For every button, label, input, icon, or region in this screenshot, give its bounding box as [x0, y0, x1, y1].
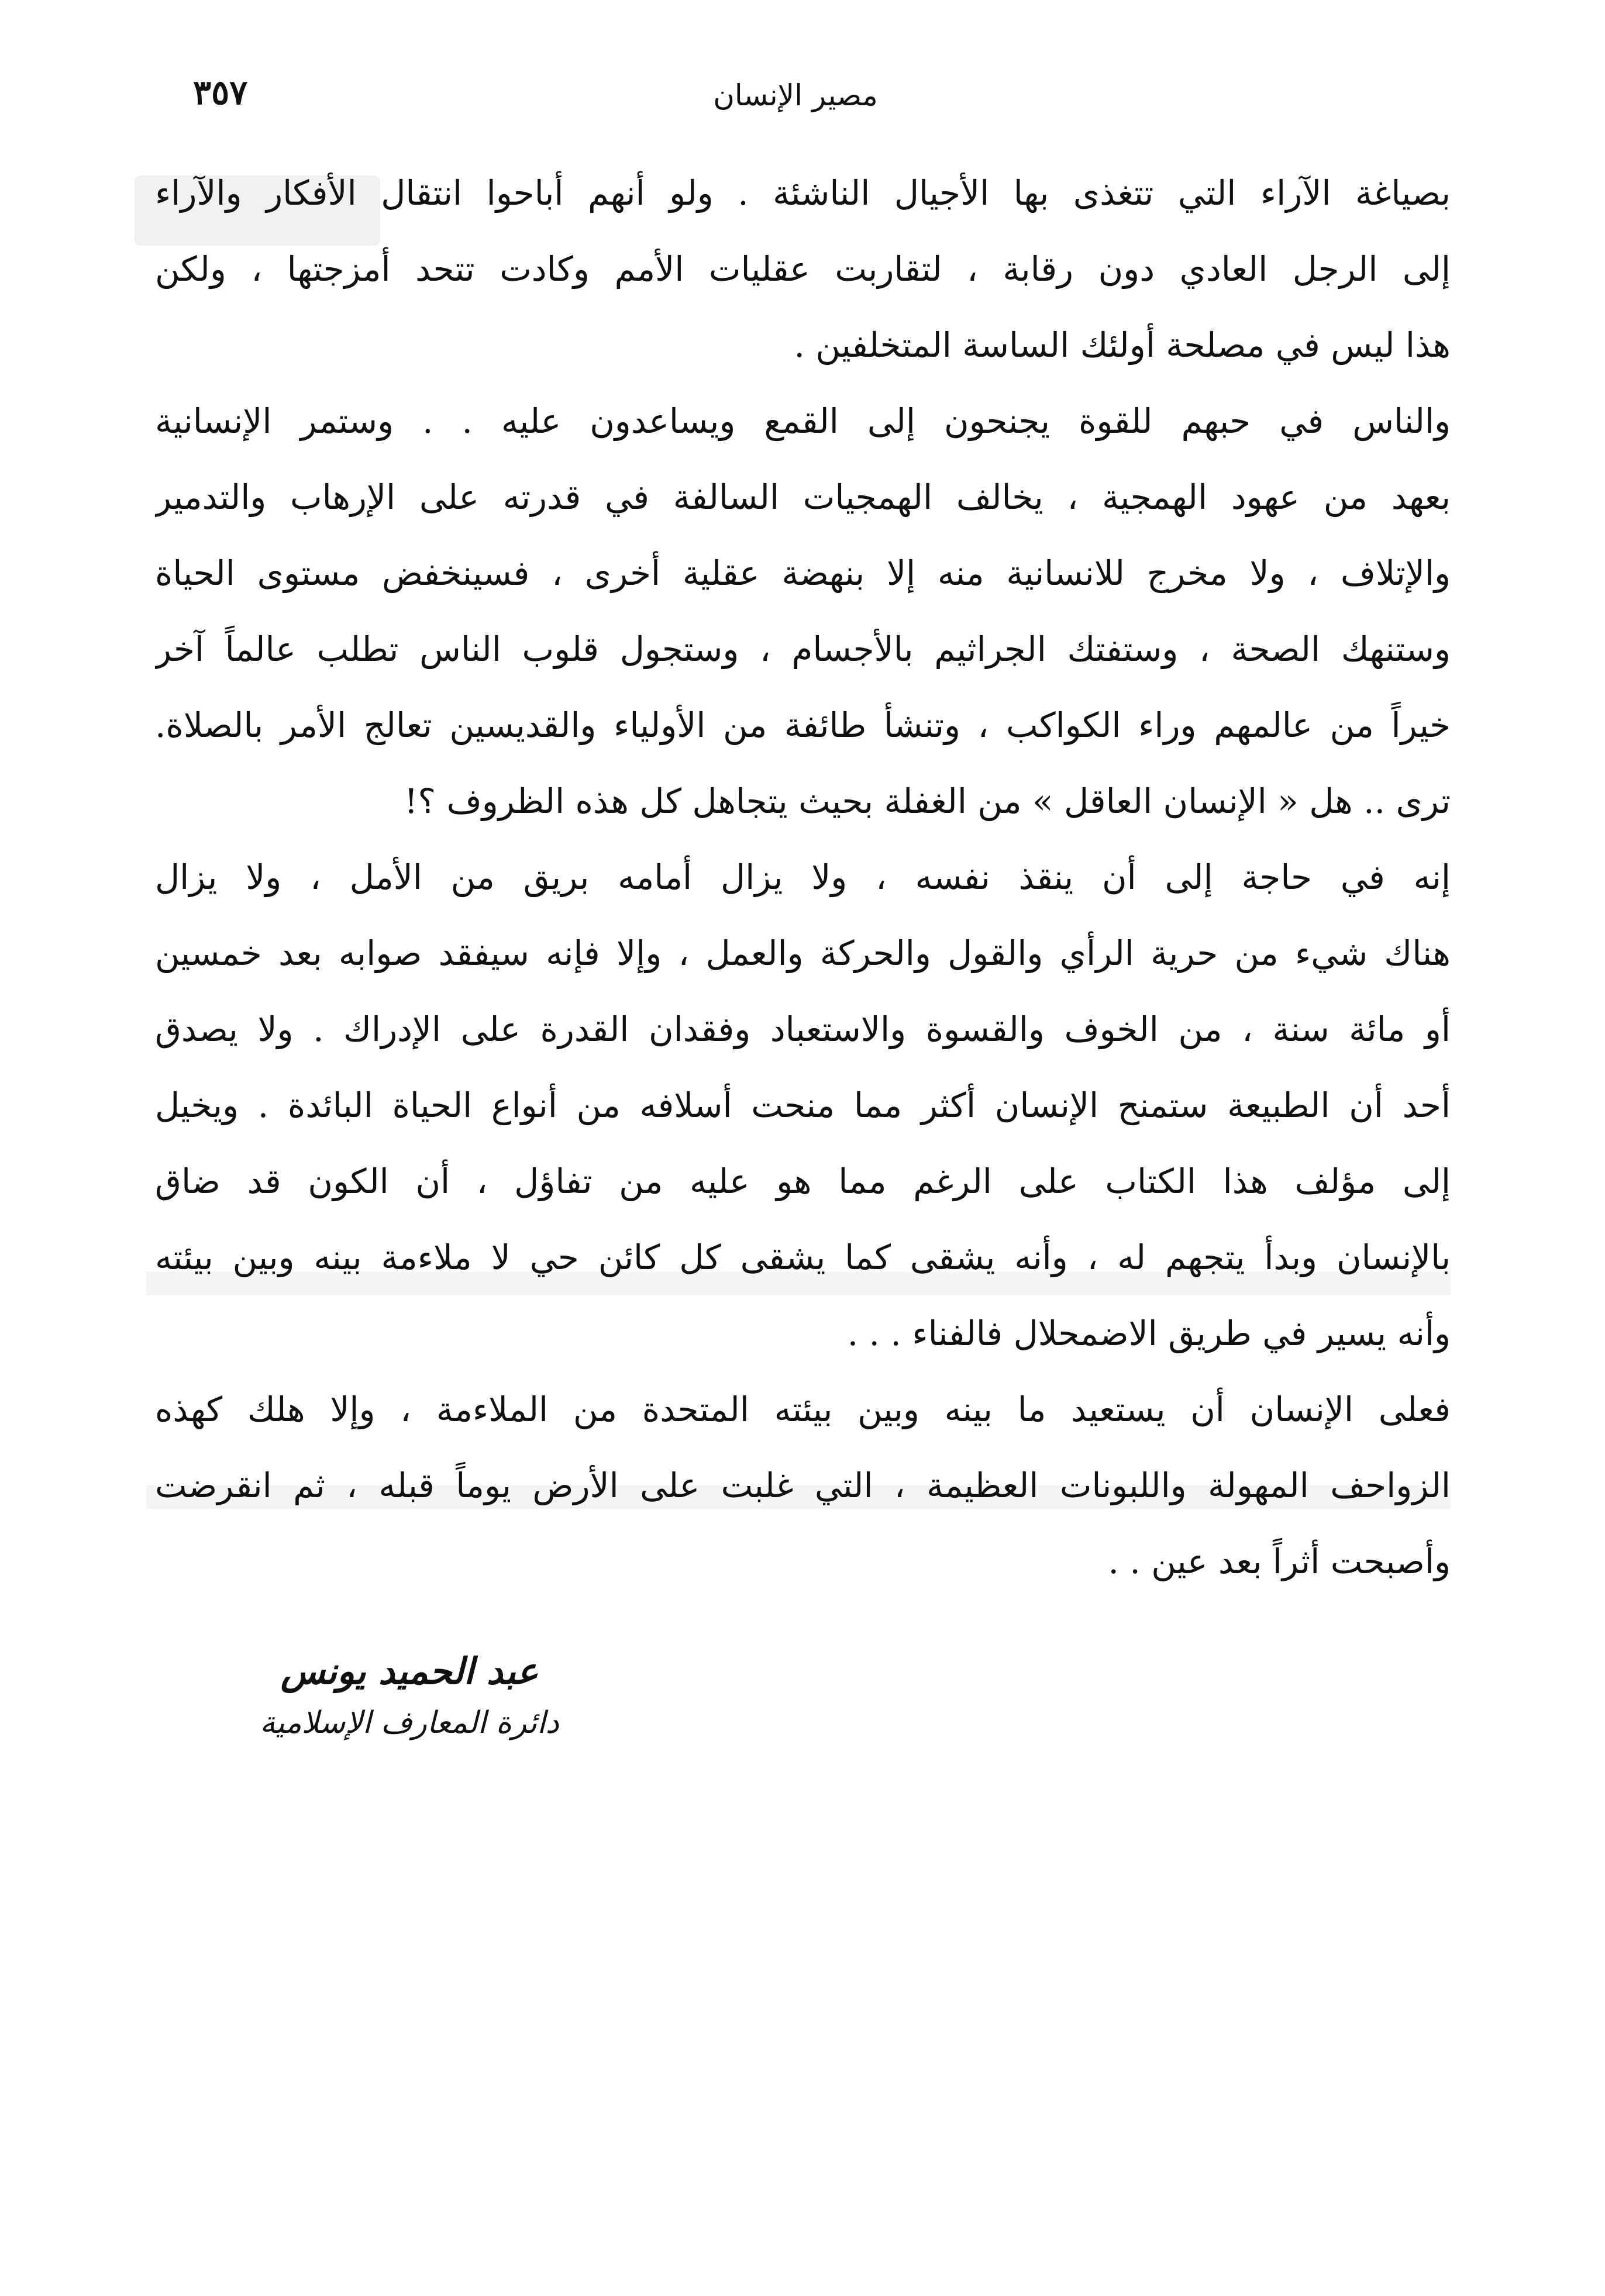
text-line: هناك شيء من حرية الرأي والقول والحركة والعمل ، وإلا فإنه سيفقد صوابه بعد خمسين: [155, 933, 1451, 973]
page-number: ٣٥٧: [193, 73, 248, 112]
text-line: هذا ليس في مصلحة أولئك الساسة المتخلفين .: [794, 325, 1451, 365]
author-name: عبد الحميد يونس: [280, 1650, 539, 1692]
text-line: ترى .. هل « الإنسان العاقل » من الغفلة بحيث يتجاهل كل هذه الظروف ؟!: [404, 781, 1451, 821]
text-line: فعلى الإنسان أن يستعيد ما بينه وبين بيئته المتحدة من الملاءمة ، وإلا هلك كهذه: [155, 1390, 1451, 1429]
text-line: إلى الرجل العادي دون رقابة ، لتقاربت عقليات الأمم وكادت تتحد أمزجتها ، ولكن: [155, 249, 1451, 289]
text-line: بعهد من عهود الهمجية ، يخالف الهمجيات السالفة في قدرته على الإرهاب والتدمير: [155, 477, 1451, 517]
text-line: والناس في حبهم للقوة يجنحون إلى القمع ويساعدون عليه . . وستمر الإنسانية: [155, 401, 1451, 441]
text-line: وأصبحت أثراً بعد عين . .: [1108, 1542, 1451, 1581]
author-affiliation: دائرة المعارف الإسلامية: [260, 1705, 559, 1740]
running-title: مصير الإنسان: [713, 78, 878, 112]
text-line: بصياغة الآراء التي تتغذى بها الأجيال الناشئة . ولو أنهم أباحوا انتقال الأفكار والآراء: [155, 173, 1451, 213]
text-line: أحد أن الطبيعة ستمنح الإنسان أكثر مما منحت أسلافه من أنواع الحياة البائدة . ويخيل: [155, 1085, 1451, 1125]
text-line: الزواحف المهولة واللبونات العظيمة ، التي غلبت على الأرض يوماً قبله ، ثم انقرضت: [155, 1466, 1451, 1505]
text-line: وأنه يسير في طريق الاضمحلال فالفناء . . .: [847, 1314, 1451, 1353]
text-line: إلى مؤلف هذا الكتاب على الرغم مما هو عليه من تفاؤل ، أن الكون قد ضاق: [155, 1161, 1451, 1201]
text-line: أو مائة سنة ، من الخوف والقسوة والاستعباد وفقدان القدرة على الإدراك . ولا يصدق: [155, 1009, 1451, 1049]
signature-block: [228, 1643, 591, 1746]
body-text: [155, 155, 1451, 1599]
text-line: إنه في حاجة إلى أن ينقذ نفسه ، ولا يزال أمامه بريق من الأمل ، ولا يزال: [155, 857, 1451, 897]
text-line: والإتلاف ، ولا مخرج للانسانية منه إلا بنهضة عقلية أخرى ، فسينخفض مستوى الحياة: [155, 553, 1451, 593]
text-line: بالإنسان وبدأ يتجهم له ، وأنه يشقى كما يشقى كل كائن حي لا ملاءمة بينه وبين بيئته: [155, 1237, 1451, 1277]
text-line: خيراً من عالمهم وراء الكواكب ، وتنشأ طائفة من الأولياء والقديسين تعالج الأمر بالصلاة.: [155, 705, 1451, 745]
text-line: وستنهك الصحة ، وستفتك الجراثيم بالأجسام ، وستجول قلوب الناس تطلب عالماً آخر: [155, 629, 1451, 669]
